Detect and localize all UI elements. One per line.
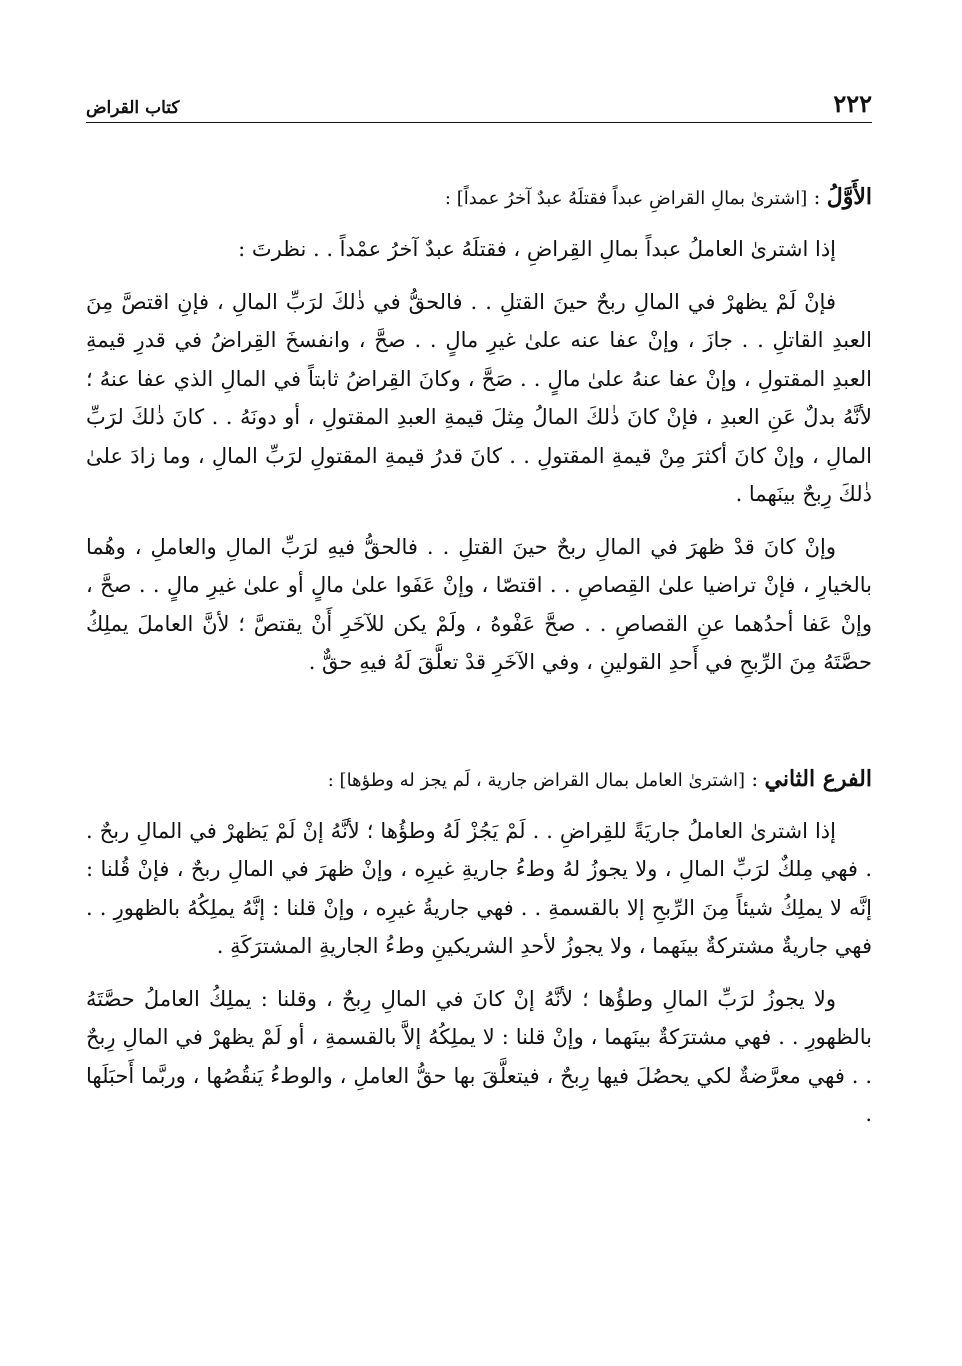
section-title: [اشترىٰ العامل بمال القراض جارية ، لَم يجز له وطؤها] : [327,769,746,791]
page-header [86,78,872,123]
section-title: [اشترىٰ بمالِ القراضِ عبداً فقتلَهُ عبدٌ آخرُ عمداً] : [444,188,808,209]
heading-separator: : [745,766,765,791]
heading-separator: : [807,185,827,209]
section-heading-first [86,180,872,216]
page-number: ٢٢٢ [833,89,872,118]
running-title: كتاب القراض [86,98,180,118]
section-label: الفرع الثاني [764,765,872,792]
paragraph: ولا يجوزُ لرَبِّ المالِ وطؤُها ؛ لأنَّهُ إنْ كانَ في المالِ رِبحٌ ، وقلنا : يملِكُ العاملُ حصَّتَهُ بالظهورِ . . فهي مشترَكةٌ بينَهما ، وإنْ قلنا : لا يملِكُهُ إلاَّ بالقسمةِ ، أو لَمْ يظهرْ في المالِ رِبحٌ . . فهي معرَّضةٌ لكي يحصُلَ فيها رِبحٌ ، فيتعلَّقَ بها حقُّ العاملِ ، والوطءُ يَنقُصُها ، وربَّما أَحبَلَها . [86,986,872,1126]
paragraph: فإنْ لَمْ يظهرْ في المالِ ربحٌ حينَ القتلِ . . فالحقُّ في ذٰلكَ لرَبِّ المالِ ، فإنِ اقتصَّ مِنَ العبدِ القاتلِ . . جازَ ، وإنْ عفا عنه علىٰ غيرِ مالٍ . . صحَّ ، وانفسخَ القِراضُ في قدرِ قيمةِ العبدِ المقتولِ ، وإنْ عفا عنهُ علىٰ مالٍ . . صَحَّ ، وكانَ القِراضُ ثابتاً في المالِ الذي عفا عنهُ ؛ لأنَّهُ بدلٌ عَنِ العبدِ ، فإنْ كانَ ذٰلكَ المالُ مِثلَ قيمةِ العبدِ المقتولِ ، أو دونَهُ . . كانَ ذٰلكَ لرَبِّ المالِ ، وإنْ كانَ أكثرَ مِنْ قيمةِ المقتولِ . . كانَ قدرُ قيمةِ المقتولِ لرَبِّ المالِ ، وما زادَ علىٰ ذٰلكَ رِبحٌ بينَهما . [86,289,873,506]
section-gap [86,696,872,762]
section-heading-second [86,762,872,798]
section-label: الأَوَّلُ [826,184,872,210]
paragraph: وإنْ كانَ قدْ ظهرَ في المالِ ربحٌ حينَ القتلِ . . فالحقُّ فيهِ لرَبِّ المالِ والعاملِ ، وهُما بالخيارِ ، فإنْ تراضيا علىٰ القِصاصِ . . اقتصّا ، وإنْ عَفَوا علىٰ مالٍ أو علىٰ غيرِ مالٍ . . صحَّ ، وإنْ عَفا أحدُهما عنِ القصاصِ . . صحَّ عَفْوهُ ، ولَمْ يكن للآخَرِ أَنْ يقتصَّ ؛ لأنَّ العاملَ يملِكُ حصَّتَهُ مِنَ الرِّبحِ في أَحدِ القولينِ ، وفي الآخَرِ قدْ تعلَّقَ لَهُ فيهِ حقٌّ . [86,534,872,674]
paragraph: إذا اشترىٰ العاملُ عبداً بمالِ القِراضِ ، فقتلَهُ عبدٌ آخرُ عمْداً . . نظرتَ : [238,237,836,261]
paragraph: إذا اشترىٰ العاملُ جاريَةً للقِراضِ . . لَمْ يَجُزْ لَهُ وطؤُها ؛ لأنَّهُ إنْ لَمْ يَظهرْ في المالِ ربحٌ . . فهي مِلكٌ لرَبِّ المالِ ، ولا يجوزُ لهُ وطءُ جاريةِ غيرِه ، وإنْ ظهرَ في المالِ ربحٌ ، فإنْ قُلنا : إنَّه لا يملِكُ شيئاً مِنَ الرِّبحِ إلا بالقسمةِ . . فهي جاريةُ غيرِه ، وإنْ قلنا : إنَّهُ يملِكُهُ بالظهورِ . . فهي جاريةٌ مشتركةٌ بينَهما ، ولا يجوزُ لأحدِ الشريكينِ وطءُ الجاريةِ المشترَكَةِ . [86,818,872,958]
page-content [86,180,872,1148]
